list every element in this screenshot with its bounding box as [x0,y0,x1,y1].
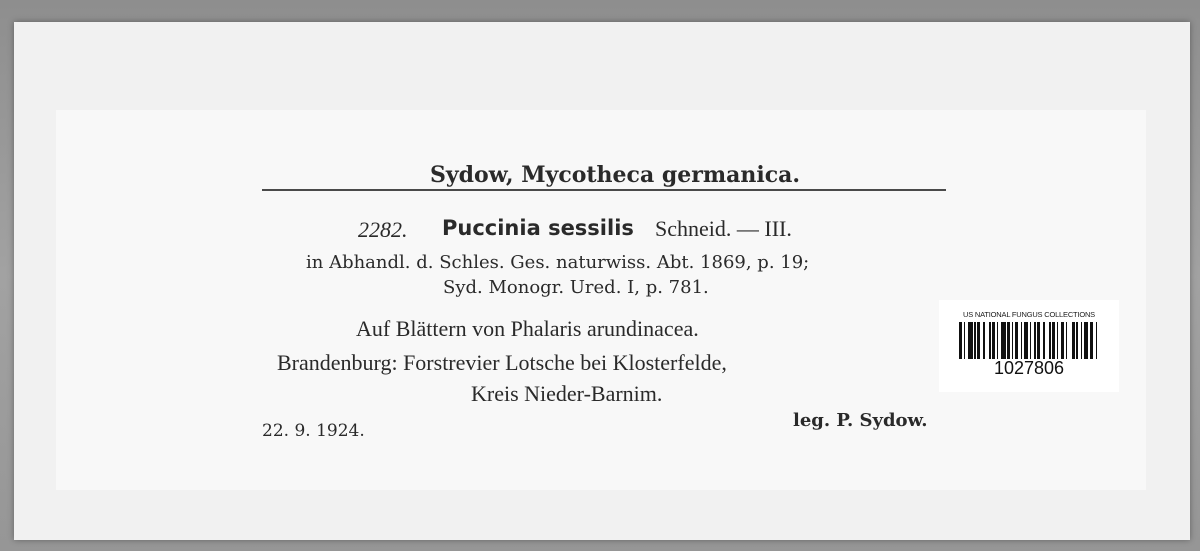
collection-date: 22. 9. 1924. [262,421,365,441]
barcode-label [939,300,1119,392]
barcode-bars [959,322,1099,359]
series-title: Sydow, Mycotheca germanica. [430,162,801,188]
species-name: Puccinia sessilis [442,216,634,240]
species-author: Schneid. — III. [655,216,792,241]
title-rule [262,189,946,191]
barcode-number: 1027806 [993,358,1065,378]
host-line: Auf Blättern von Phalaris arundinacea. [356,316,699,341]
locality-line-1: Brandenburg: Forstrevier Lotsche bei Klosterfelde, [277,350,727,375]
reference-line-1: in Abhandl. d. Schles. Ges. naturwiss. Abt. 1869, p. 19; [306,252,810,273]
reference-line-2: Syd. Monogr. Ured. I, p. 781. [443,277,709,298]
barcode-gap [1097,322,1099,359]
barcode-institution: US NATIONAL FUNGUS COLLECTIONS [963,310,1095,319]
locality-line-2: Kreis Nieder-Barnim. [471,381,663,406]
exsiccata-number: 2282. [358,217,408,242]
collector-name: leg. P. Sydow. [793,410,928,431]
